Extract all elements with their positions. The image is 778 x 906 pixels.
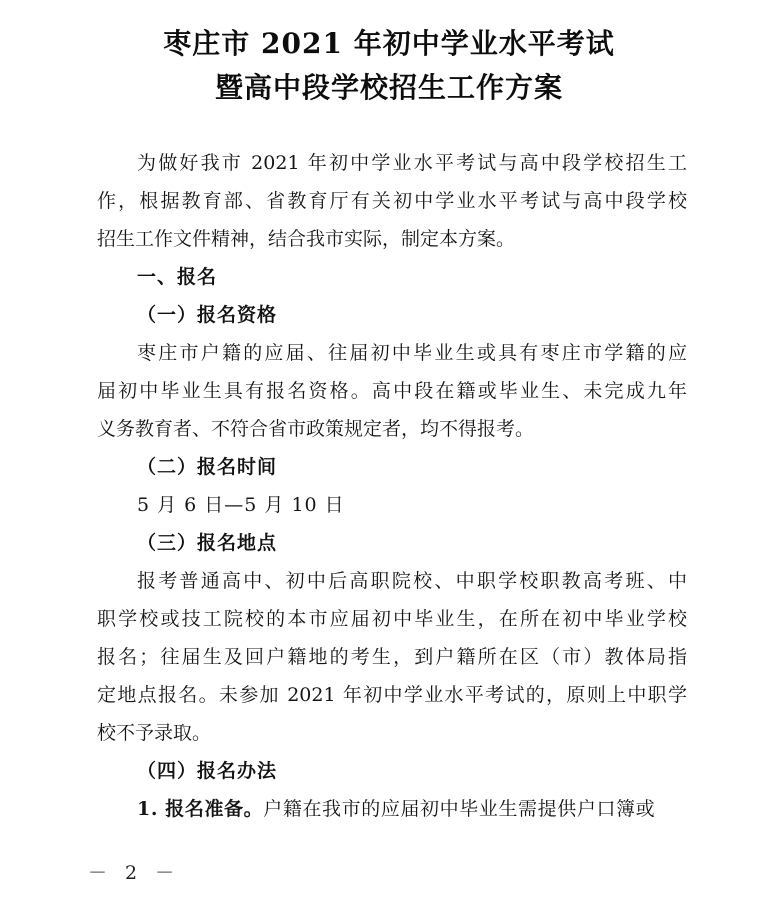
item1-label: 1. 报名准备。 — [137, 798, 264, 820]
intro-line-3: 招生工作文件精神，结合我市实际，制定本方案。 — [97, 228, 516, 250]
document-title-line2: 暨高中段学校招生工作方案 — [214, 71, 563, 104]
location-line-5: 校不予录取。 — [97, 722, 212, 744]
location-line-1: 报考普通高中、初中后高职院校、中职学校职教高考班、中 — [137, 570, 687, 592]
item1-paragraph — [137, 796, 687, 822]
intro-line-1: 为做好我市 2021 年初中学业水平考试与高中段学校招生工 — [137, 152, 687, 174]
subsection-heading-time: （二）报名时间 — [137, 456, 278, 478]
location-line-3: 报名；往届生及回户籍地的考生，到户籍所在区（市）教体局指 — [97, 646, 687, 668]
location-line-2: 职学校或技工院校的本市应届初中毕业生，在所在初中毕业学校 — [97, 608, 687, 630]
subsection-heading-location: （三）报名地点 — [137, 532, 278, 554]
eligibility-line-1: 枣庄市户籍的应届、往届初中毕业生或具有枣庄市学籍的应 — [137, 342, 687, 364]
registration-time-text: 5 月 6 日—5 月 10 日 — [137, 494, 345, 516]
subsection-heading-eligibility: （一）报名资格 — [137, 304, 278, 326]
intro-line-2: 作，根据教育部、省教育厅有关初中学业水平考试与高中段学校 — [97, 190, 687, 212]
item1-text: 户籍在我市的应届初中毕业生需提供户口簿或 — [263, 798, 656, 820]
location-line-4: 定地点报名。未参加 2021 年初中学业水平考试的，原则上中职学 — [97, 684, 687, 706]
eligibility-line-2: 届初中毕业生具有报名资格。高中段在籍或毕业生、未完成九年 — [97, 380, 687, 402]
subsection-heading-method: （四）报名办法 — [137, 760, 278, 782]
document-title-line1: 枣庄市 2021 年初中学业水平考试 — [163, 27, 615, 60]
eligibility-line-3: 义务教育者、不符合省市政策规定者，均不得报考。 — [97, 418, 535, 440]
section-heading-registration: 一、报名 — [137, 266, 218, 288]
page-number: － 2 － — [88, 862, 181, 884]
